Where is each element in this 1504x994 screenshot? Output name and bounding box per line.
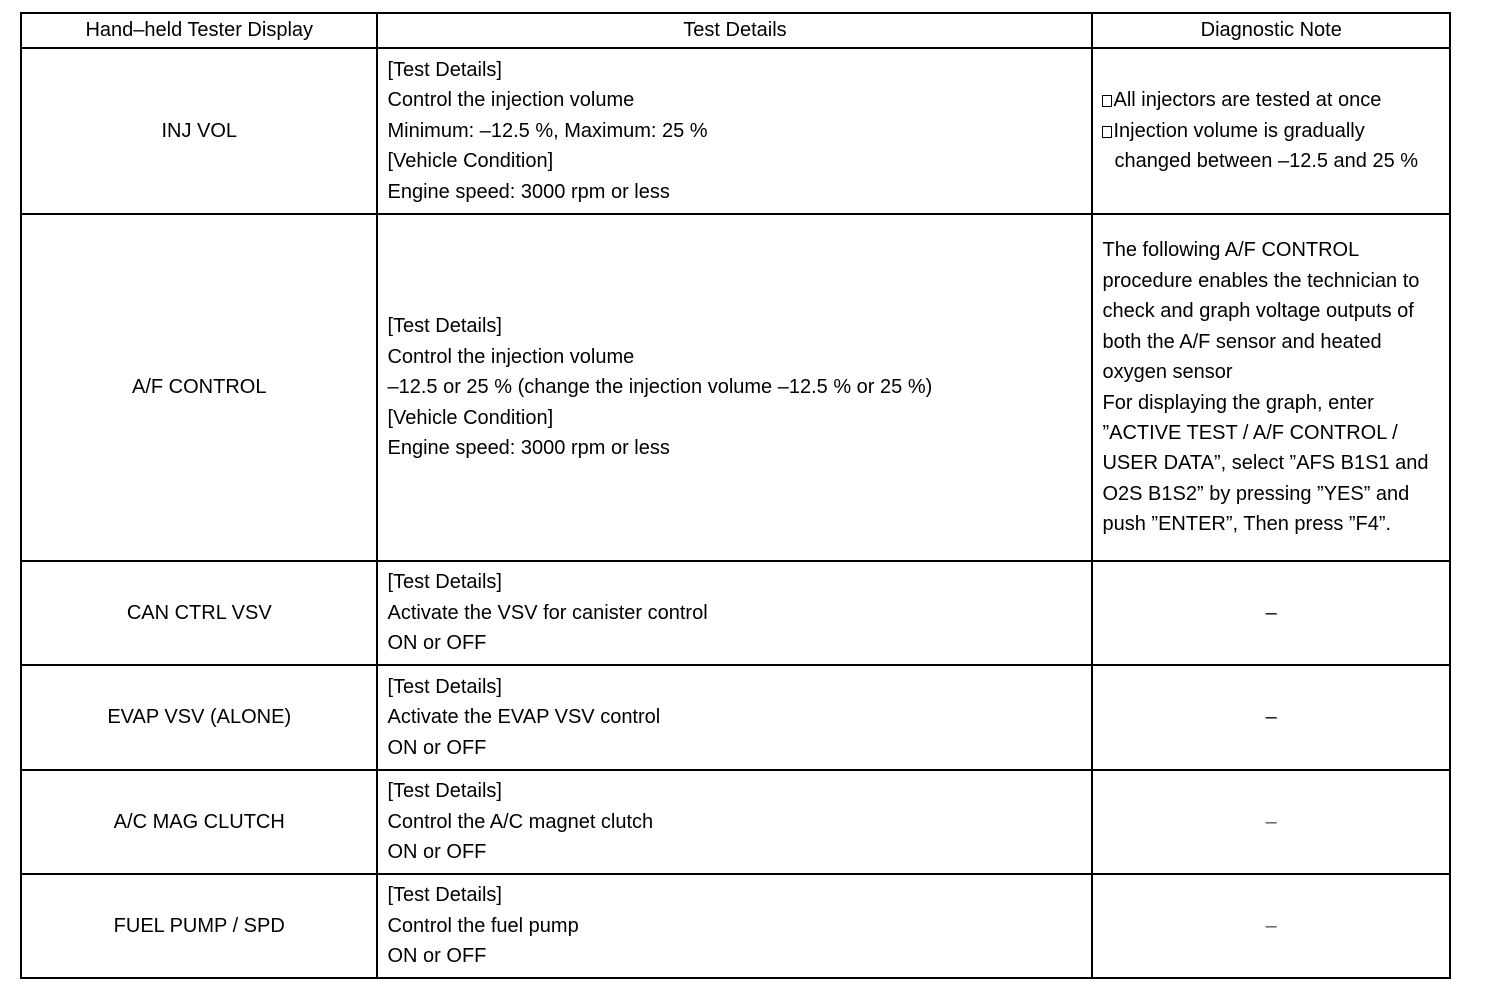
note-cell: – bbox=[1092, 770, 1450, 874]
details-line: [Vehicle Condition] bbox=[387, 150, 554, 173]
active-test-table bbox=[20, 12, 1451, 979]
details-line: ON or OFF bbox=[387, 945, 487, 968]
note-bullet bbox=[1102, 85, 1441, 115]
table-row bbox=[21, 561, 1450, 665]
display-cell: A/F CONTROL bbox=[21, 214, 377, 561]
note-cell: – bbox=[1092, 874, 1450, 978]
details-line: [Test Details] bbox=[387, 315, 502, 338]
table-row bbox=[21, 770, 1450, 874]
display-cell: CAN CTRL VSV bbox=[21, 561, 377, 665]
note-bullet bbox=[1102, 116, 1441, 177]
details-line: Minimum: –12.5 %, Maximum: 25 % bbox=[387, 119, 708, 142]
table-row bbox=[21, 874, 1450, 978]
header-row bbox=[21, 13, 1450, 48]
note-cell bbox=[1092, 48, 1450, 214]
details-line: Engine speed: 3000 rpm or less bbox=[387, 180, 670, 203]
header-display: Hand–held Tester Display bbox=[21, 13, 377, 48]
details-line: Activate the VSV for canister control bbox=[387, 601, 708, 624]
note-cell bbox=[1092, 214, 1450, 561]
details-cell bbox=[377, 48, 1092, 214]
note-cell: – bbox=[1092, 561, 1450, 665]
details-line: [Test Details] bbox=[387, 884, 502, 907]
details-line: ON or OFF bbox=[387, 736, 487, 759]
note-paragraph: The following A/F CONTROL procedure enables the technician to check and graph voltage outputs of both the A/F sensor and heated oxygen sensor bbox=[1102, 239, 1420, 384]
display-cell: FUEL PUMP / SPD bbox=[21, 874, 377, 978]
table-row bbox=[21, 48, 1450, 214]
details-line: [Test Details] bbox=[387, 675, 502, 698]
details-line: Engine speed: 3000 rpm or less bbox=[387, 437, 670, 460]
header-note: Diagnostic Note bbox=[1092, 13, 1450, 48]
details-line: [Vehicle Condition] bbox=[387, 406, 554, 429]
table-row bbox=[21, 214, 1450, 561]
details-cell bbox=[377, 214, 1092, 561]
display-cell: EVAP VSV (ALONE) bbox=[21, 665, 377, 770]
display-cell: INJ VOL bbox=[21, 48, 377, 214]
note-paragraph: For displaying the graph, enter ”ACTIVE TEST / A/F CONTROL / USER DATA”, select ”AFS B1S1 and O2S B1S2” by pressing ”YES” and push ”ENTER”, Then press ”F4”. bbox=[1102, 391, 1429, 536]
details-cell bbox=[377, 874, 1092, 978]
note-cell: – bbox=[1092, 665, 1450, 770]
details-line: Control the injection volume bbox=[387, 345, 635, 368]
details-line: –12.5 or 25 % (change the injection volume –12.5 % or 25 %) bbox=[387, 376, 933, 399]
details-line: [Test Details] bbox=[387, 780, 502, 803]
details-line: Control the fuel pump bbox=[387, 914, 579, 937]
details-line: ON or OFF bbox=[387, 632, 487, 655]
details-line: [Test Details] bbox=[387, 58, 502, 81]
details-line: Activate the EVAP VSV control bbox=[387, 706, 661, 729]
details-line: Control the injection volume bbox=[387, 89, 635, 112]
note-bullet-text: All injectors are tested at once bbox=[1113, 89, 1382, 112]
display-cell: A/C MAG CLUTCH bbox=[21, 770, 377, 874]
details-cell bbox=[377, 665, 1092, 770]
details-line: [Test Details] bbox=[387, 571, 502, 594]
header-details: Test Details bbox=[377, 13, 1092, 48]
details-cell bbox=[377, 770, 1092, 874]
details-line: ON or OFF bbox=[387, 841, 487, 864]
details-cell bbox=[377, 561, 1092, 665]
checkbox-bullet-icon bbox=[1102, 126, 1112, 138]
checkbox-bullet-icon bbox=[1102, 95, 1112, 107]
note-bullet-text: Injection volume is gradually changed between –12.5 and 25 % bbox=[1113, 119, 1419, 173]
table-row bbox=[21, 665, 1450, 770]
details-line: Control the A/C magnet clutch bbox=[387, 810, 654, 833]
